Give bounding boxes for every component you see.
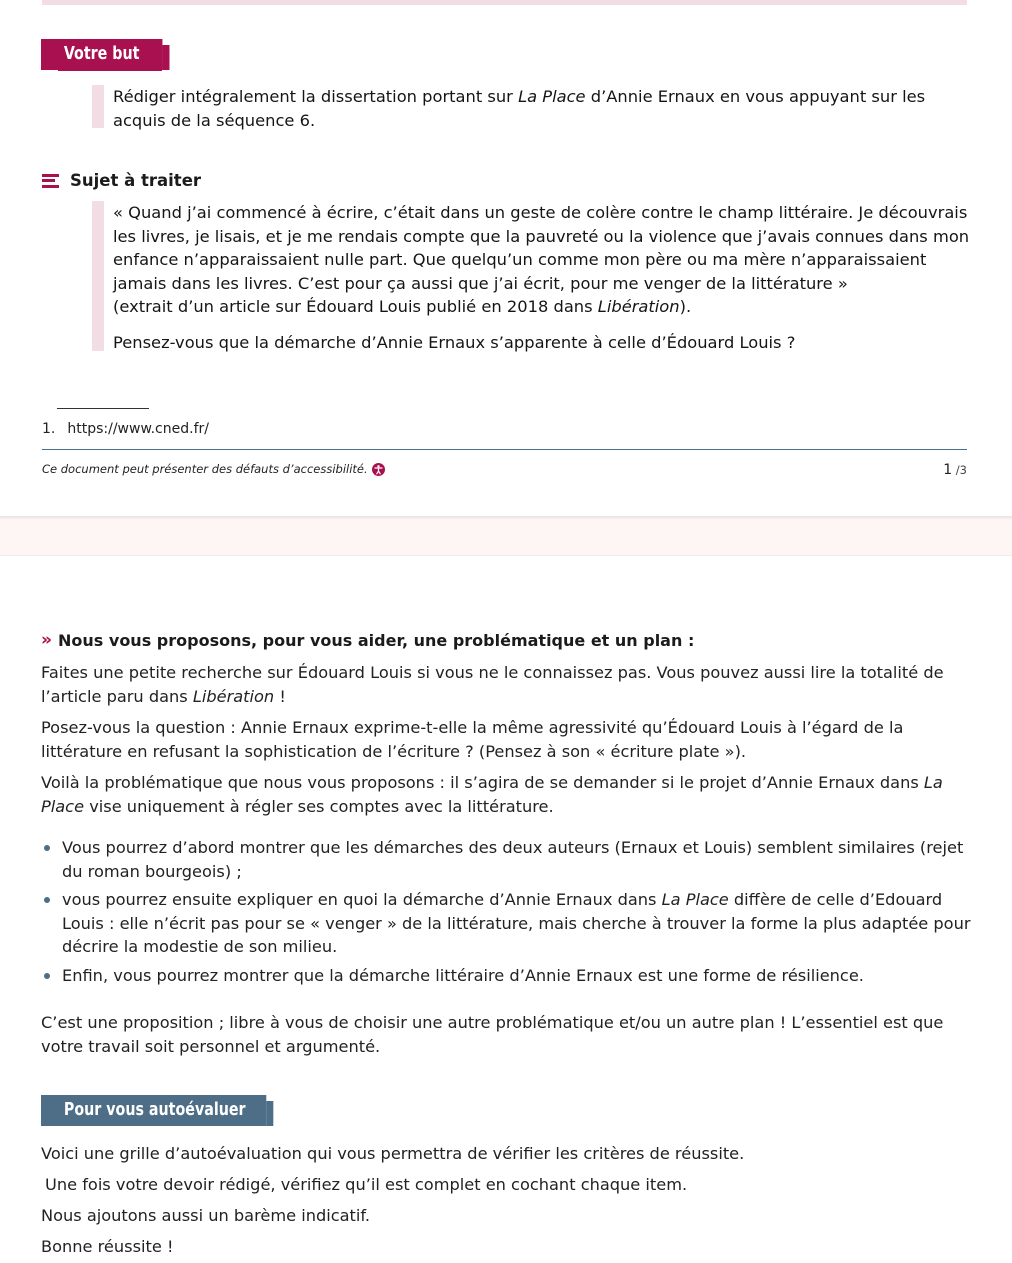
- subject-heading: Sujet à traiter: [42, 171, 201, 190]
- subject-question: Pensez-vous que la démarche d’Annie Ernaux s’apparente à celle d’Édouard Louis ?: [113, 332, 796, 352]
- plan-list: [41, 836, 971, 992]
- paragraph-problematique: Voilà la problématique que nous vous proposons : il s’agira de se demander si le projet d’Annie Ernaux dans La Place vise uniquement à régler ses comptes avec la littérature.: [41, 773, 943, 816]
- page-number: 1 /3: [943, 462, 967, 478]
- paragraph-bareme: Nous ajoutons aussi un barème indicatif.: [41, 1206, 371, 1225]
- page-1: [0, 0, 1012, 516]
- list-item: Vous pourrez d’abord montrer que les démarches des deux auteurs (Ernaux et Louis) semblent similaires (rejet du roman bourgeois) ;: [41, 836, 971, 883]
- accessibility-note: Ce document peut présenter des défauts d’accessibilité.: [42, 462, 385, 476]
- page-separator: [0, 516, 1012, 556]
- proposal-heading: ›› Nous vous proposons, pour vous aider, une problématique et un plan :: [41, 630, 695, 650]
- list-icon: [42, 174, 59, 188]
- footnote-divider: [57, 408, 149, 409]
- paragraph-question: Posez-vous la question : Annie Ernaux exprime-t-elle la même agressivité qu’Édouard Louis à l’égard de la littérature en refusant la sophistication de l’écriture ? (Pensez à son « écriture plate »).: [41, 718, 904, 761]
- subject-source: (extrait d’un article sur Édouard Louis publié en 2018 dans Libération).: [113, 297, 692, 316]
- subject-block: [92, 201, 972, 351]
- footnote-link[interactable]: https://www.cned.fr/: [67, 421, 209, 437]
- list-item: vous pourrez ensuite expliquer en quoi la démarche d’Annie Ernaux dans La Place diffère de celle d’Edouard Louis : elle n’écrit pas pour se « venger » de la littérature, mais cherche à trouver la forme la plus adaptée pour décrire la modestie de son milieu.: [41, 888, 971, 959]
- paragraph-grid: Voici une grille d’autoévaluation qui vous permettra de vérifier les critères de réussite.: [41, 1144, 745, 1163]
- footnote: 1. https://www.cned.fr/: [42, 421, 209, 437]
- paragraph-check: Une fois votre devoir rédigé, vérifiez qu’il est complet en cochant chaque item.: [45, 1175, 688, 1194]
- page-shadow: [0, 516, 1012, 520]
- paragraph-proposition: C’est une proposition ; libre à vous de choisir une autre problématique et/ou un autre plan ! L’essentiel est que votre travail soit personnel et argumenté.: [41, 1013, 944, 1056]
- list-item: Enfin, vous pourrez montrer que la démarche littéraire d’Annie Ernaux est une forme de résilience.: [41, 964, 971, 988]
- self-eval-label: Pour vous autoévaluer: [41, 1095, 266, 1126]
- footer-divider: [42, 449, 967, 450]
- paragraph-closing: Bonne réussite !: [41, 1237, 174, 1256]
- goal-text: Rédiger intégralement la dissertation portant sur La Place d’Annie Ernaux en vous appuyant sur les acquis de la séquence 6.: [92, 85, 972, 128]
- double-chevron-right-icon: ››: [41, 630, 50, 650]
- goal-label: Votre but: [41, 39, 162, 70]
- accessibility-icon: [372, 463, 385, 476]
- paragraph-research: Faites une petite recherche sur Édouard Louis si vous ne le connaissez pas. Vous pouvez aussi lire la totalité de l’article paru dans Libération !: [41, 663, 944, 706]
- subject-quote: « Quand j’ai commencé à écrire, c’était dans un geste de colère contre le champ littéraire. Je découvrais les livres, je lisais, et je me rendais compte que la pauvreté ou la violence que j’avais connues dans mon enfance n’apparaissaient nulle part. Que quelqu’un comme mon père ou ma mère n’apparaissaient jamais dans les livres. C’est pour ça aussi que j’ai écrit, pour me venger de la littérature »: [113, 203, 970, 293]
- top-decoration: [42, 0, 967, 5]
